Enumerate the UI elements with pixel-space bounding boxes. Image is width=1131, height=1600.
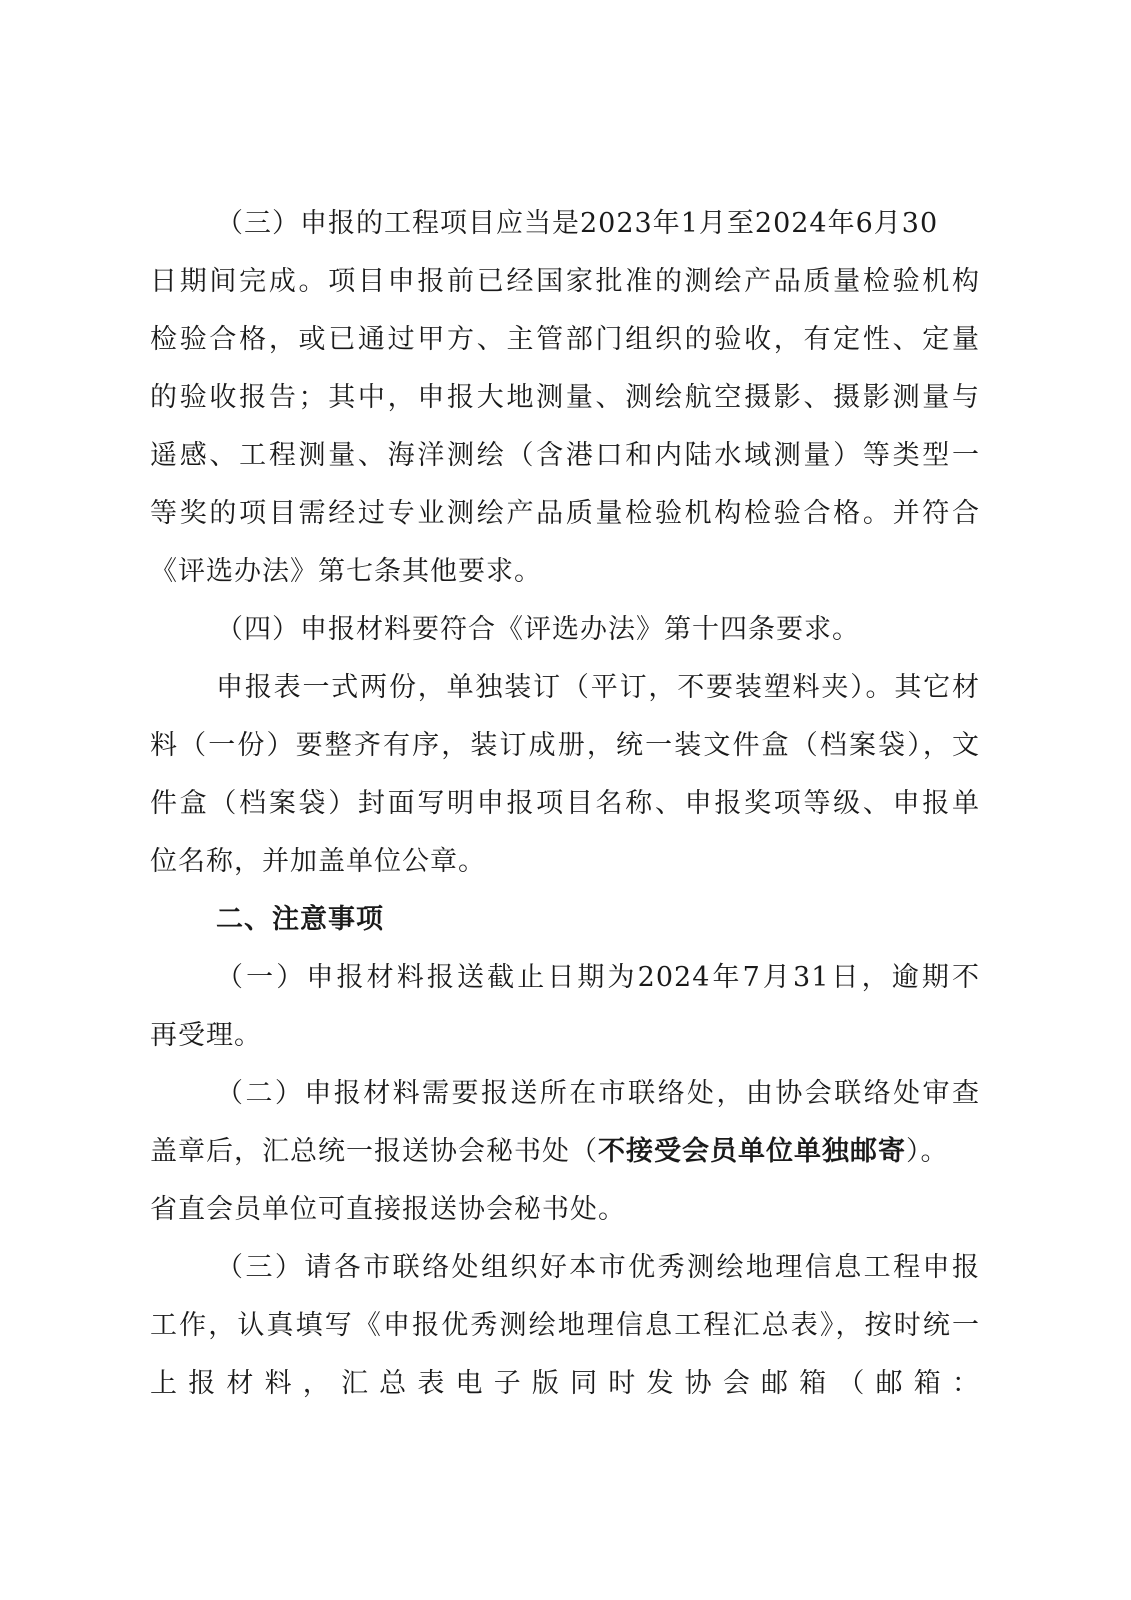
bold-emphasis: 不接受会员单位单独邮寄: [598, 1136, 906, 1167]
document-page: [150, 195, 980, 1413]
paragraph-line: （三）申报的工程项目应当是2023年1月至2024年6月30: [216, 208, 939, 239]
paragraph-line: 省直会员单位可直接报送协会秘书处。: [150, 1194, 626, 1225]
paragraph-line: 检验合格，或已通过甲方、主管部门组织的验收，有定性、定量: [150, 324, 980, 355]
paragraph-line: （三）请各市联络处组织好本市优秀测绘地理信息工程申报: [216, 1252, 980, 1283]
paragraph-line: 位名称，并加盖单位公章。: [150, 846, 486, 877]
paragraph-line: （四）申报材料要符合《评选办法》第十四条要求。: [216, 614, 860, 645]
paragraph-line: （二）申报材料需要报送所在市联络处，由协会联络处审查: [216, 1078, 980, 1109]
paragraph-line: 申报表一式两份，单独装订（平订，不要装塑料夹）。其它材: [216, 672, 980, 703]
paragraph-line: 日期间完成。项目申报前已经国家批准的测绘产品质量检验机构: [150, 266, 980, 297]
paragraph-line: （一）申报材料报送截止日期为2024年7月31日，逾期不: [216, 962, 980, 993]
paragraph-line: 再受理。: [150, 1020, 262, 1051]
paragraph-line: 《评选办法》第七条其他要求。: [150, 556, 542, 587]
section-heading: 二、注意事项: [216, 904, 384, 935]
paragraph-line: 料（一份）要整齐有序，装订成册，统一装文件盒（档案袋），文: [150, 730, 980, 761]
paragraph-line: 上报材料，汇总表电子版同时发协会邮箱（邮箱：: [150, 1368, 980, 1399]
paragraph-line: 的验收报告；其中，申报大地测量、测绘航空摄影、摄影测量与: [150, 382, 980, 413]
paragraph-line: 工作，认真填写《申报优秀测绘地理信息工程汇总表》，按时统一: [150, 1310, 980, 1341]
text-segment: ）。: [906, 1136, 949, 1167]
paragraph-line: 遥感、工程测量、海洋测绘（含港口和内陆水域测量）等类型一: [150, 440, 980, 471]
paragraph-line: 等奖的项目需经过专业测绘产品质量检验机构检验合格。并符合: [150, 498, 980, 529]
paragraph-line: [150, 1123, 980, 1181]
paragraph-line: 件盒（档案袋）封面写明申报项目名称、申报奖项等级、申报单: [150, 788, 980, 819]
text-segment: 盖章后，汇总统一报送协会秘书处（: [150, 1136, 598, 1167]
